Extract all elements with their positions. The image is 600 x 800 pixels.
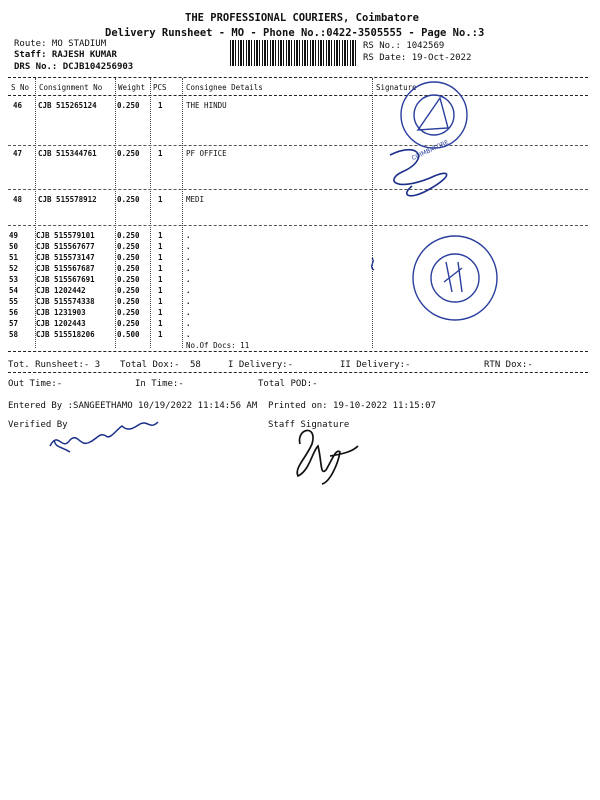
col-pcs: PCS [153, 83, 167, 92]
row-pcs: 1 [158, 319, 163, 328]
row-pcs: 1 [158, 275, 163, 284]
ii-delivery: II Delivery:- [340, 360, 411, 370]
row-pcs: 1 [158, 330, 163, 339]
row-details: . [186, 330, 191, 339]
row-sno: 51 [9, 253, 19, 262]
entered-by: Entered By :SANGEETHAMO 10/19/2022 11:14:56 AM [8, 401, 258, 411]
row-sno: 57 [9, 319, 19, 328]
row-pcs: 1 [158, 297, 163, 306]
row-sno: 56 [9, 308, 19, 317]
row-consignment: CJB 515573147 [36, 253, 95, 262]
row-details: . [186, 231, 191, 240]
row-consignment: CJB 515344761 [38, 149, 97, 158]
tot-runsheet: Tot. Runsheet:- 3 [8, 360, 101, 370]
row-details: MEDI [186, 195, 205, 204]
row-sno: 55 [9, 297, 19, 306]
col-signature: Signature [376, 83, 417, 92]
row-details: . [186, 242, 191, 251]
mark-row-52 [372, 258, 374, 270]
col-sno: S No [11, 83, 30, 92]
row-weight: 0.250 [117, 195, 140, 204]
in-time: In Time:- [135, 379, 184, 389]
row-consignment: CJB 1202442 [36, 286, 86, 295]
row-weight: 0.250 [117, 319, 140, 328]
printed-on: Printed on: 19-10-2022 11:15:07 [268, 401, 436, 411]
row-sno: 54 [9, 286, 19, 295]
row-pcs: 1 [158, 101, 163, 110]
total-pod: Total POD:- [258, 379, 318, 389]
row-consignment: CJB 515574338 [36, 297, 95, 306]
row-pcs: 1 [158, 253, 163, 262]
row-weight: 0.250 [117, 275, 140, 284]
row-consignment: CJB 1202443 [36, 319, 86, 328]
row-consignment: CJB 1231903 [36, 308, 86, 317]
row-consignment: CJB 515579101 [36, 231, 95, 240]
staff-signature [297, 430, 358, 484]
row-weight: 0.250 [117, 101, 140, 110]
row-sno: 48 [13, 195, 23, 204]
row-consignment: CJB 515518206 [36, 330, 95, 339]
row-pcs: 1 [158, 308, 163, 317]
row-details: . [186, 253, 191, 262]
row-details: THE HINDU [186, 101, 227, 110]
row-pcs: 1 [158, 242, 163, 251]
total-dox-label: Total Dox:- [120, 360, 180, 370]
route-label: Route: MO STADIUM [14, 39, 107, 49]
runsheet-subtitle: Delivery Runsheet - MO - Phone No.:0422-3505555 - Page No.:3 [105, 27, 485, 39]
row-details: . [186, 275, 191, 284]
row-sno: 50 [9, 242, 19, 251]
out-time: Out Time:- [8, 379, 63, 389]
row-weight: 0.500 [117, 330, 140, 339]
i-delivery: I Delivery:- [228, 360, 294, 370]
verified-by-label: Verified By [8, 420, 68, 430]
row-details: . [186, 319, 191, 328]
row-pcs: 1 [158, 264, 163, 273]
row-sno: 58 [9, 330, 19, 339]
row-consignment: CJB 515567677 [36, 242, 95, 251]
row-weight: 0.250 [117, 308, 140, 317]
row-consignment: CJB 515578912 [38, 195, 97, 204]
row-details: . [186, 286, 191, 295]
row-details: . [186, 297, 191, 306]
stamp-text: COIMBATORE [410, 138, 450, 163]
row-details: PF OFFICE [186, 149, 227, 158]
col-weight: Weight [118, 83, 146, 92]
no-of-docs: No.Of Docs: 11 [186, 341, 250, 350]
staff-label: Staff: RAJESH KUMAR [14, 50, 117, 60]
row-weight: 0.250 [117, 149, 140, 158]
company-title: THE PROFESSIONAL COURIERS, Coimbatore [185, 12, 419, 24]
total-dox-value: 58 [190, 360, 201, 370]
col-consignee: Consignee Details [186, 83, 263, 92]
rtn-dox: RTN Dox:- [484, 360, 533, 370]
row-pcs: 1 [158, 195, 163, 204]
row-sno: 52 [9, 264, 19, 273]
col-consignment: Consignment No [39, 83, 103, 92]
row-consignment: CJB 515265124 [38, 101, 97, 110]
row-weight: 0.250 [117, 242, 140, 251]
rs-date: RS Date: 19-Oct-2022 [363, 53, 472, 63]
row-consignment: CJB 515567691 [36, 275, 95, 284]
row-pcs: 1 [158, 231, 163, 240]
drs-number: DRS No.: DCJB104256903 [14, 62, 134, 72]
row-weight: 0.250 [117, 264, 140, 273]
row-weight: 0.250 [117, 297, 140, 306]
row-pcs: 1 [158, 286, 163, 295]
staff-signature-label: Staff Signature [268, 420, 350, 430]
rs-number: RS No.: 1042569 [363, 41, 445, 51]
row-weight: 0.250 [117, 286, 140, 295]
row-weight: 0.250 [117, 231, 140, 240]
row-details: . [186, 308, 191, 317]
signature-row-47 [390, 150, 447, 196]
row-pcs: 1 [158, 149, 163, 158]
row-sno: 47 [13, 149, 23, 158]
tpa-stamp [413, 236, 497, 320]
verified-by-signature [50, 422, 158, 452]
row-consignment: CJB 515567687 [36, 264, 95, 273]
row-sno: 49 [9, 231, 19, 240]
row-sno: 53 [9, 275, 19, 284]
row-details: . [186, 264, 191, 273]
row-sno: 46 [13, 101, 23, 110]
row-weight: 0.250 [117, 253, 140, 262]
